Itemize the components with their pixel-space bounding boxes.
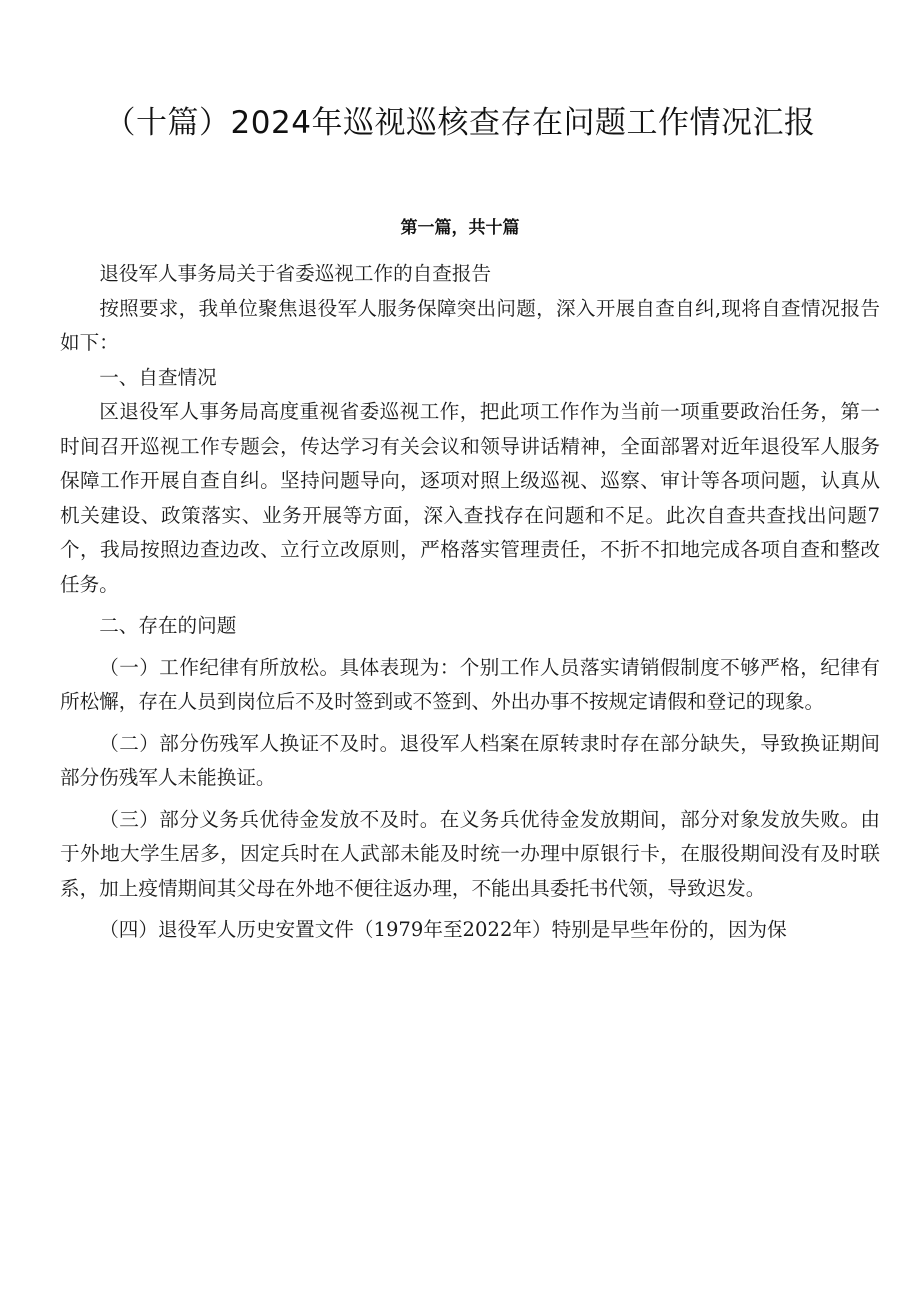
problem-item-2: （二）部分伤残军人换证不及时。退役军人档案在原转隶时存在部分缺失，导致换证期间部分伤残军人未能换证。 — [60, 731, 880, 789]
report-heading: 退役军人事务局关于省委巡视工作的自查报告 — [99, 262, 492, 285]
problem-item-4: （四）退役军人历史安置文件（1979年至2022年）特别是早些年份的，因为保 — [99, 918, 787, 941]
problem-item-3: （三）部分义务兵优待金发放不及时。在义务兵优待金发放期间，部分对象发放失败。由于外地大学生居多，因定兵时在人武部未能及时统一办理中原银行卡，在服役期间没有及时联系，加上疫情期间其父母在外地不便往返办理，不能出具委托书代领，导致迟发。 — [60, 807, 880, 900]
document-title: （十篇）2024年巡视巡核查存在问题工作情况汇报 — [104, 105, 816, 141]
self-check-paragraph: 区退役军人事务局高度重视省委巡视工作，把此项工作作为当前一项重要政治任务，第一时间召开巡视工作专题会，传达学习有关会议和领导讲话精神，全面部署对近年退役军人服务保障工作开展自查自纠。坚持问题导向，逐项对照上级巡视、巡察、审计等各项问题，认真从机关建设、政策落实、业务开展等方面，深入查找存在问题和不足。此次自查共查找出问题7个，我局按照边查边改、立行立改原则，严格落实管理责任，不折不扣地完成各项自查和整改任务。 — [60, 400, 880, 596]
problem-item-1: （一）工作纪律有所放松。具体表现为：个别工作人员落实请销假制度不够严格，纪律有所松懈，存在人员到岗位后不及时签到或不签到、外出办事不按规定请假和登记的现象。 — [60, 655, 880, 713]
section-label: 第一篇，共十篇 — [400, 218, 520, 238]
section-heading-problems: 二、存在的问题 — [99, 614, 237, 637]
section-heading-self-check: 一、自查情况 — [99, 365, 217, 389]
document-body — [60, 257, 880, 948]
intro-paragraph: 按照要求，我单位聚焦退役军人服务保障突出问题，深入开展自查自纠,现将自查情况报告如下： — [60, 296, 880, 354]
